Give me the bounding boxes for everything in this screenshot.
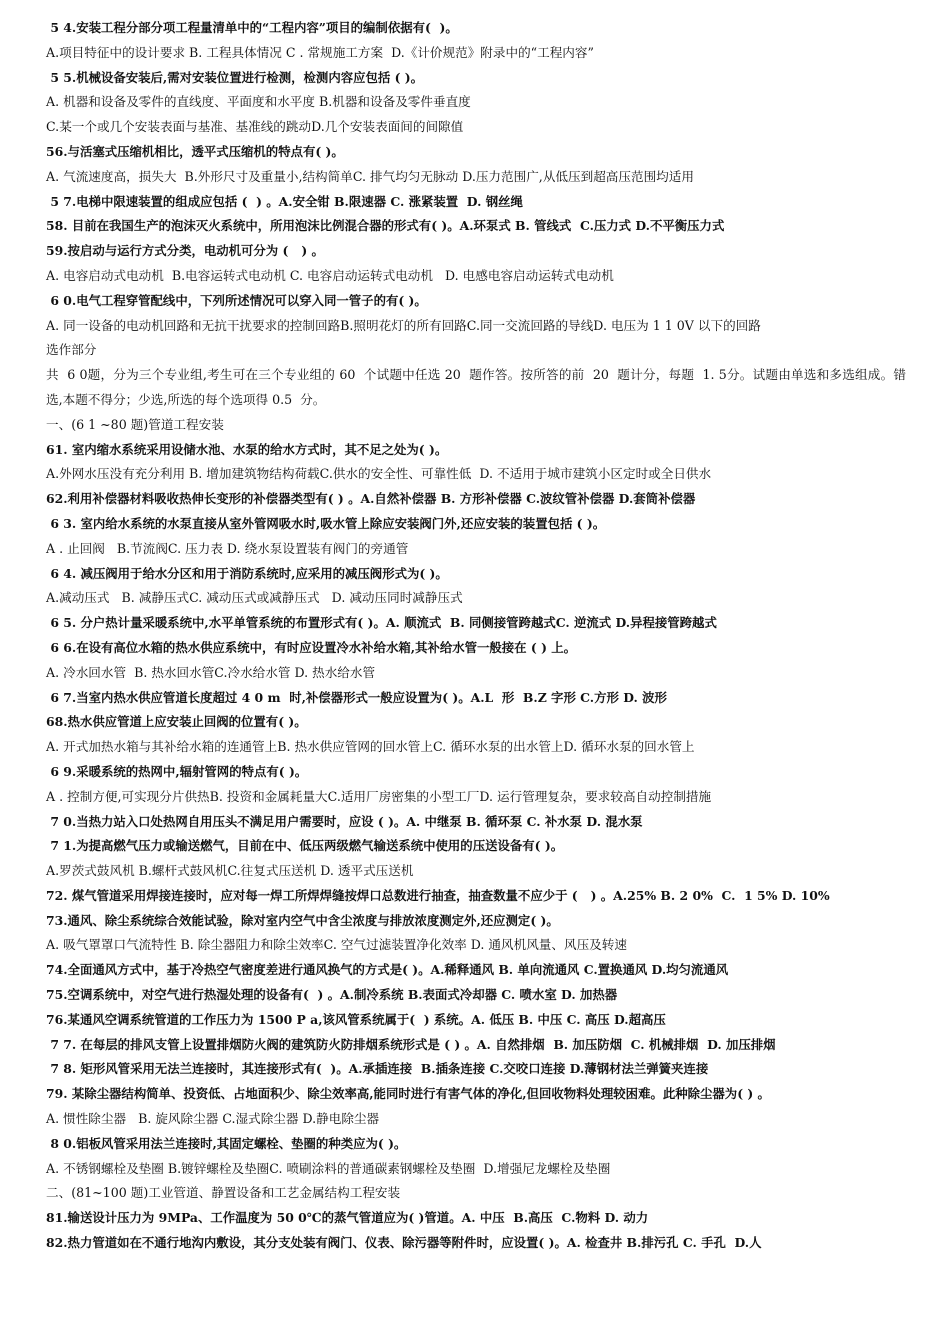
text-line: A.项目特征中的设计要求 B. 工程具体情况 C . 常规施工方案 D.《计价规范》附录中的“工程内容” [46, 44, 594, 60]
text-line: A. 电容启动式电动机 B.电容运转式电动机 C. 电容启动运转式电动机 D. 电感电容启动运转式电动机 [46, 267, 614, 283]
question-line: 6 6.在设有高位水箱的热水供应系统中，有时应设置冷水补给水箱,其补给水管一般接在 ( ) 上。 [46, 639, 577, 655]
question-line: 56.与活塞式压缩机相比，透平式压缩机的特点有( )。 [46, 143, 344, 159]
question-line: 75.空调系统中，对空气进行热湿处理的设备有( ) 。A.制冷系统 B.表面式冷却器 C. 喷水室 D. 加热器 [46, 987, 618, 1003]
text-line: A.罗茨式鼓风机 B.螺杆式鼓风机C.往复式压送机 D. 透平式压送机 [46, 863, 414, 879]
question-line: 72. 煤气管道采用焊接连接时，应对每一焊工所焊焊缝按焊口总数进行抽查，抽查数量不应少于 ( ) 。A.25% B. 2 0% C. 1 5% D. 10% [46, 887, 830, 903]
text-line: 二、(81~100 题)工业管道、静置设备和工艺金属结构工程安装 [46, 1185, 401, 1201]
question-line: 7 7. 在每层的排风支管上设置排烟防火阀的建筑防火防排烟系统形式是 ( ) 。A. 自然排烟 B. 加压防烟 C. 机械排烟 D. 加压排烟 [46, 1036, 776, 1052]
question-line: 61. 室内缩水系统采用设储水池、水泵的给水方式时，其不足之处为( )。 [46, 441, 448, 457]
text-line: A. 不锈钢螺栓及垫圈 B.镀锌螺栓及垫圈C. 喷刷涂料的普通碳素钢螺栓及垫圈 D.增强尼龙螺栓及垫圈 [46, 1160, 611, 1176]
question-line: 8 0.铝板风管采用法兰连接时,其固定螺栓、垫圈的种类应为( )。 [46, 1135, 407, 1151]
question-line: 6 4. 减压阀用于给水分区和用于消防系统时,应采用的减压阀形式为( )。 [46, 565, 448, 581]
text-line: A. 同一设备的电动机回路和无抗干扰要求的控制回路B.照明花灯的所有回路C.同一交流回路的导线D. 电压为 1 1 0V 以下的回路 [46, 317, 761, 333]
text-line: A. 开式加热水箱与其补给水箱的连通管上B. 热水供应管网的回水管上C. 循环水泵的出水管上D. 循环水泵的回水管上 [46, 739, 695, 755]
text-line: 共 6 0题，分为三个专业组,考生可在三个专业组的 60 个试题中任选 20 题作答。按所答的前 20 题计分，每题 1. 5分。试题由单选和多选组成。错选,本题不得分；少选,所选的每个选项得 0.5 分。 [46, 367, 906, 407]
question-line: 81.输送设计压力为 9MPa、工作温度为 50 0℃的蒸气管道应为( )管道。A. 中压 B.高压 C.物料 D. 动力 [46, 1210, 649, 1226]
question-line: 74.全面通风方式中，基于冷热空气密度差进行通风换气的方式是( )。A.稀释通风 B. 单向流通风 C.置换通风 D.均匀流通风 [46, 962, 729, 978]
text-line: 一、(6 1 ~80 题)管道工程安装 [46, 416, 224, 432]
question-line: 82.热力管道如在不通行地沟内敷设，其分支处装有阀门、仪表、除污器等附件时，应设置( )。A. 检查井 B.排污孔 C. 手孔 D.人 [46, 1235, 762, 1251]
text-line: A. 气流速度高，损失大 B.外形尺寸及重量小,结构简单C. 排气均匀无脉动 D.压力范围广,从低压到超高压范围均适用 [46, 168, 694, 184]
question-line: 5 7.电梯中限速装置的组成应包括 ( ) 。A.安全钳 B.限速器 C. 涨紧装置 D. 钢丝绳 [46, 193, 523, 209]
question-line: 59.按启动与运行方式分类，电动机可分为 ( ) 。 [46, 243, 324, 259]
question-line: 73.通风、除尘系统综合效能试验，除对室内空气中含尘浓度与排放浓度测定外,还应测定( )。 [46, 912, 559, 928]
question-line: 58. 目前在我国生产的泡沫灭火系统中，所用泡沫比例混合器的形式有( )。A.环泵式 B. 管线式 C.压力式 D.不平衡压力式 [46, 218, 725, 234]
text-line: A. 吸气罩罩口气流特性 B. 除尘器阻力和除尘效率C. 空气过滤装置净化效率 D. 通风机风量、风压及转速 [46, 937, 627, 953]
question-line: 6 7.当室内热水供应管道长度超过 4 0 m 时,补偿器形式一般应设置为( )。A.L 形 B.Z 字形 C.方形 D. 波形 [46, 689, 667, 705]
question-line: 5 4.安装工程分部分项工程量清单中的“工程内容”项目的编制依据有( )。 [46, 20, 458, 35]
question-line: 6 9.采暖系统的热网中,辐射管网的特点有( )。 [46, 763, 308, 779]
question-line: 5 5.机械设备安装后,需对安装位置进行检测，检测内容应包括 ( )。 [46, 69, 424, 85]
text-line: 选作部分 [46, 342, 97, 358]
question-line: 6 3. 室内给水系统的水泵直接从室外管网吸水时,吸水管上除应安装阀门外,还应安装的装置包括 ( )。 [46, 515, 606, 531]
text-line: A. 机器和设备及零件的直线度、平面度和水平度 B.机器和设备及零件垂直度 [46, 94, 471, 110]
question-line: 6 5. 分户热计量采暖系统中,水平单管系统的布置形式有( )。A. 顺流式 B. 同侧接管跨越式C. 逆流式 D.异程接管跨越式 [46, 615, 717, 631]
question-line: 7 8. 矩形风管采用无法兰连接时，其连接形式有( )。A.承插连接 B.插条连接 C.交咬口连接 D.薄钢材法兰弹簧夹连接 [46, 1061, 709, 1077]
text-line: A. 惯性除尘器 B. 旋风除尘器 C.湿式除尘器 D.静电除尘器 [46, 1111, 380, 1127]
text-line: C.某一个或几个安装表面与基准、基准线的跳动D.几个安装表面间的间隙值 [46, 119, 464, 135]
text-line: A . 止回阀 B.节流阀C. 压力表 D. 绕水泵设置装有阀门的旁通管 [46, 540, 409, 556]
text-line: A.外网水压没有充分利用 B. 增加建筑物结构荷载C.供水的安全性、可靠性低 D. 不适用于城市建筑小区定时或全日供水 [46, 466, 712, 482]
question-line: 68.热水供应管道上应安装止回阀的位置有( )。 [46, 714, 307, 730]
question-line: 7 1.为提高燃气压力或输送燃气，目前在中、低压两级燃气输送系统中使用的压送设备有( )。 [46, 838, 564, 854]
question-line: 79. 某除尘器结构简单、投资低、占地面积少、除尘效率高,能同时进行有害气体的净化,但回收物料处理较困难。此种除尘器为( ) 。 [46, 1086, 770, 1102]
text-line: A.减动压式 B. 减静压式C. 减动压式或减静压式 D. 减动压同时减静压式 [46, 590, 463, 606]
text-line: A . 控制方便,可实现分片供热B. 投资和金属耗量大C.适用厂房密集的小型工厂D. 运行管理复杂，要求较高自动控制措施 [46, 788, 712, 804]
question-line: 7 0.当热力站入口处热网自用压头不满足用户需要时，应设 ( )。A. 中继泵 B. 循环泵 C. 补水泵 D. 混水泵 [46, 813, 643, 829]
question-line: 62.利用补偿器材料吸收热伸长变形的补偿器类型有( ) 。A.自然补偿器 B. 方形补偿器 C.波纹管补偿器 D.套筒补偿器 [46, 491, 696, 507]
question-line: 6 0.电气工程穿管配线中，下列所述情况可以穿入同一管子的有( )。 [46, 292, 427, 308]
document-body [46, 16, 906, 1256]
text-line: A. 冷水回水管 B. 热水回水管C.冷水给水管 D. 热水给水管 [46, 664, 376, 680]
question-line: 76.某通风空调系统管道的工作压力为 1500 P a,该风管系统属于( ) 系统。A. 低压 B. 中压 C. 高压 D.超高压 [46, 1011, 666, 1027]
